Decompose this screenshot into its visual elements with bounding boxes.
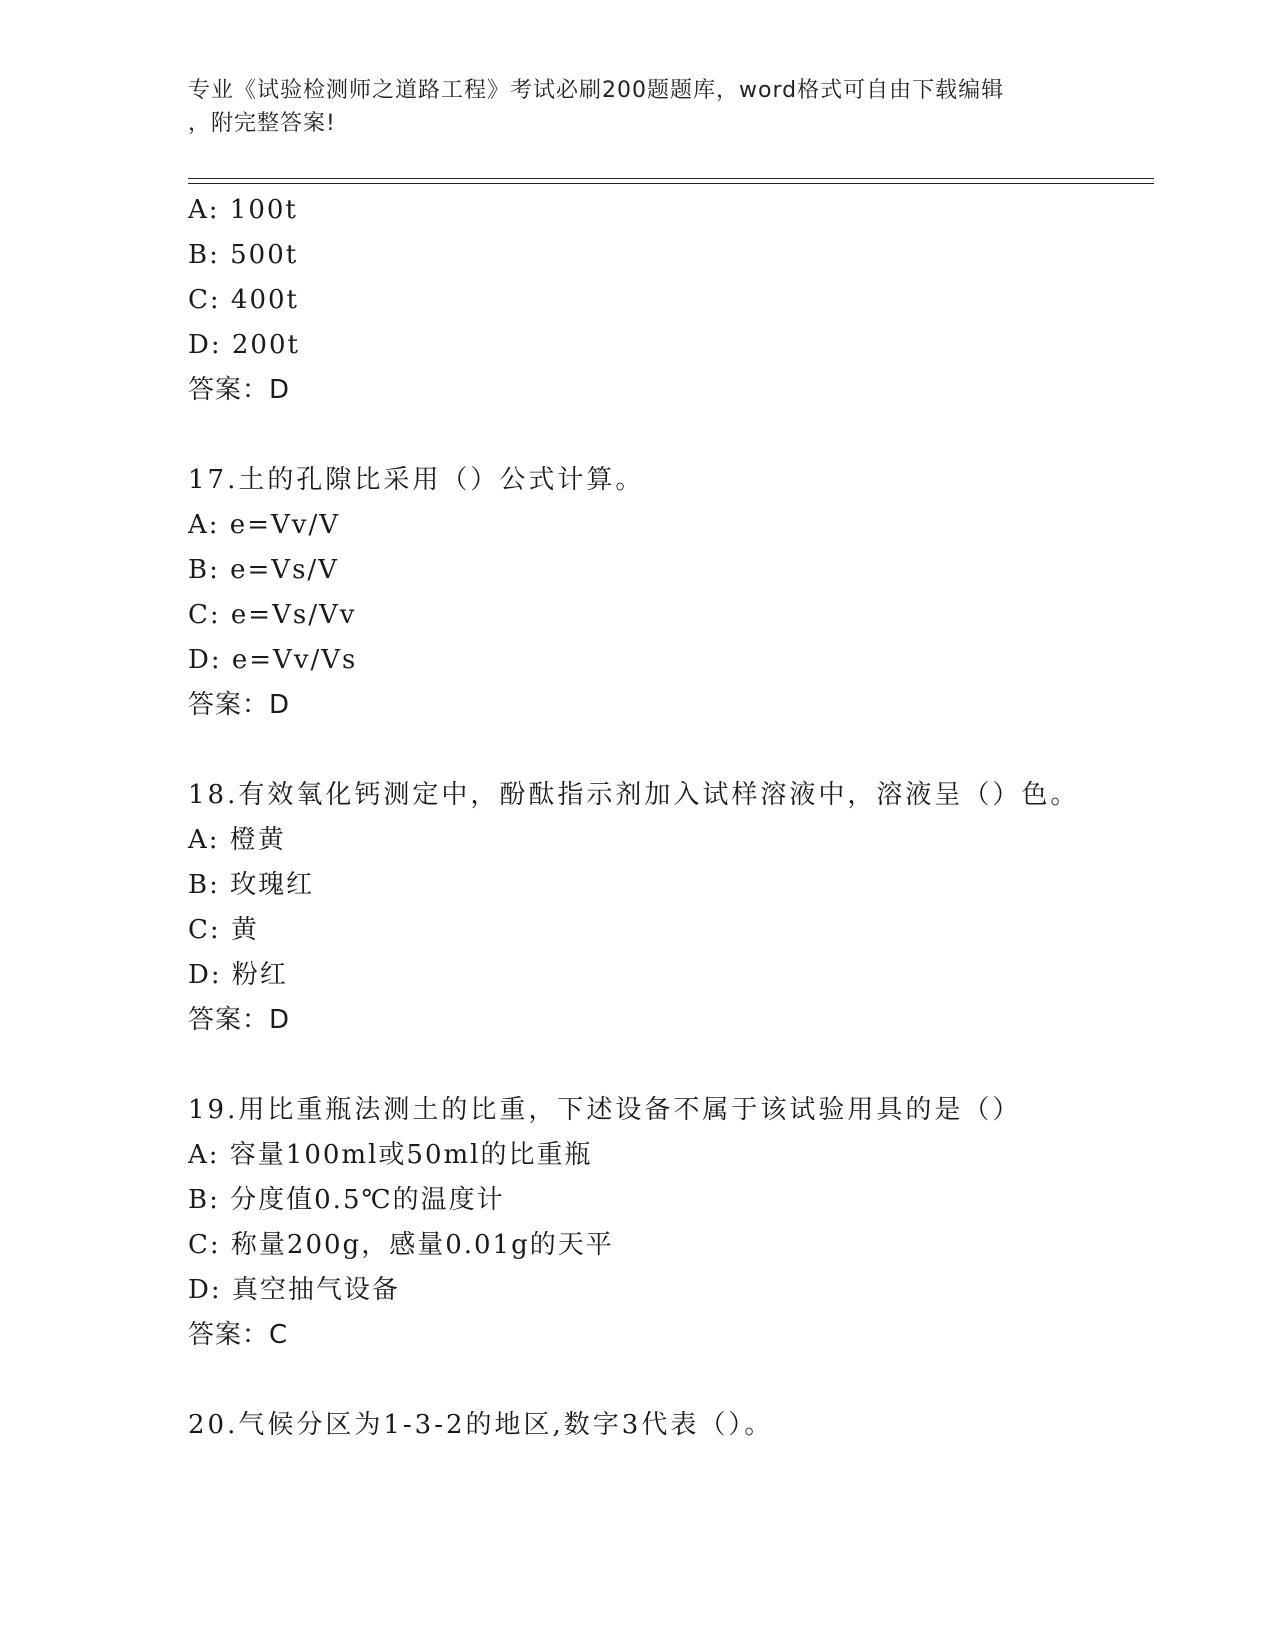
q16-option-b: B: 500t — [188, 240, 299, 270]
q20-question: 20.气候分区为1-3-2的地区,数字3代表（）。 — [188, 1410, 774, 1440]
q17-question: 17.土的孔隙比采用（）公式计算。 — [188, 465, 645, 495]
header-title-line-1: 专业《试验检测师之道路工程》考试必刷200题题库，word格式可自由下载编辑 — [188, 78, 1005, 103]
q16-answer: 答案：D — [188, 375, 291, 405]
q17-option-c: C: e=Vs/Vv — [188, 600, 357, 630]
header-title-line-2: ，附完整答案! — [188, 111, 336, 136]
q18-option-d: D: 粉红 — [188, 960, 288, 990]
document-header — [188, 74, 1088, 140]
q16-option-a: A: 100t — [188, 195, 298, 225]
q17-answer: 答案：D — [188, 690, 291, 720]
q17-option-b: B: e=Vs/V — [188, 555, 339, 585]
q19-option-b: B: 分度值0.5℃的温度计 — [188, 1185, 505, 1215]
q18-option-a: A: 橙黄 — [188, 825, 286, 855]
q16-option-c: C: 400t — [188, 285, 299, 315]
header-divider-bottom — [188, 183, 1154, 184]
q18-option-c: C: 黄 — [188, 915, 259, 945]
q18-option-b: B: 玫瑰红 — [188, 870, 315, 900]
header-divider-top — [188, 178, 1154, 179]
q16-option-d: D: 200t — [188, 330, 300, 360]
q19-question: 19.用比重瓶法测土的比重，下述设备不属于该试验用具的是（） — [188, 1095, 1022, 1125]
q18-question: 18.有效氧化钙测定中，酚酞指示剂加入试样溶液中，溶液呈（）色。 — [188, 780, 1080, 810]
q17-option-a: A: e=Vv/V — [188, 510, 340, 540]
q19-answer: 答案：C — [188, 1320, 289, 1350]
q19-option-d: D: 真空抽气设备 — [188, 1275, 400, 1305]
q17-option-d: D: e=Vv/Vs — [188, 645, 358, 675]
q18-answer: 答案：D — [188, 1005, 291, 1035]
q19-option-a: A: 容量100ml或50ml的比重瓶 — [188, 1140, 593, 1170]
q19-option-c: C: 称量200g，感量0.01g的天平 — [188, 1230, 614, 1260]
